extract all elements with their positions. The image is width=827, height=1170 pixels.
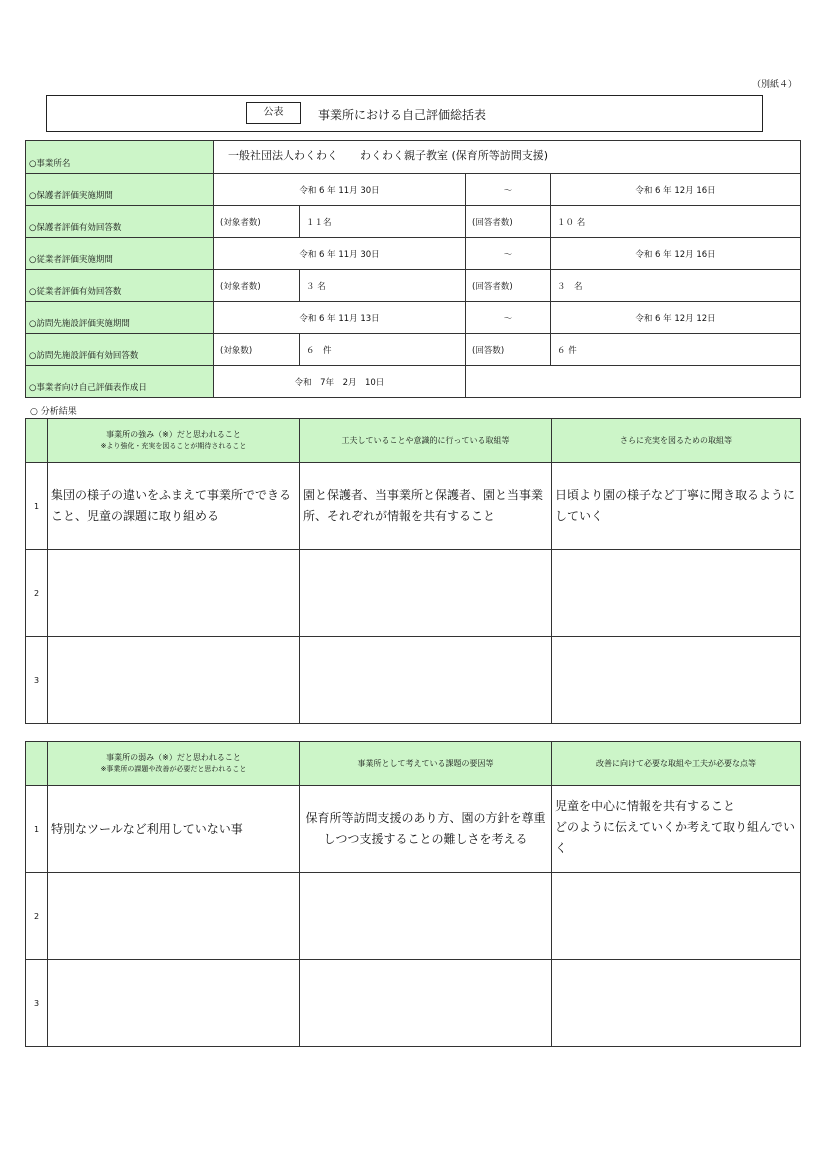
table-row (26, 463, 801, 550)
facility-answer-value: ６ 件 (551, 334, 801, 366)
weaknesses-col3-header: 改善に向けて必要な取組や工夫が必要な点等 (552, 742, 801, 786)
staff-answer-value: ３ 名 (551, 270, 801, 302)
created-blank (466, 366, 801, 398)
weaknesses-col1-title: 事業所の弱み（※）だと思われること (106, 753, 241, 763)
improvement-cell: 児童を中心に情報を共有すること どのように伝えていくか考えて取り組んでいく (552, 786, 801, 873)
row-number: 2 (26, 550, 48, 637)
table-row (26, 637, 801, 724)
row-number: 3 (26, 637, 48, 724)
weaknesses-col1-note: ※事業所の課題や改善が必要だと思われること (100, 765, 247, 774)
created-label: ○事業者向け自己評価表作成日 (26, 366, 214, 398)
weakness-cell: 特別なツールなど利用していない事 (48, 786, 300, 873)
strength-cell (48, 550, 300, 637)
strengths-col1-note: ※より強化・充実を図ることが期待されること (100, 442, 247, 451)
org-label: ○事業所名 (26, 141, 214, 174)
info-row-facility-period (26, 302, 801, 334)
strength-cell (48, 637, 300, 724)
facility-period-from: 令和 6 年 11月 13日 (214, 302, 466, 334)
page-title: 事業所における自己評価総括表 (318, 108, 487, 122)
info-row-staff-count (26, 270, 801, 302)
analysis-heading: ○ 分析結果 (30, 407, 77, 417)
staff-count-label: ○従業者評価有効回答数 (26, 270, 214, 302)
guardian-target-label: (対象者数) (214, 206, 300, 238)
enhancement-cell: 日頃より園の様子など丁寧に聞き取るようにしていく (552, 463, 801, 550)
staff-period-label: ○従業者評価実施期間 (26, 238, 214, 270)
header-blank (26, 742, 48, 786)
facility-answer-label: (回答数) (466, 334, 551, 366)
info-row-facility-count (26, 334, 801, 366)
guardian-period-sep: ～ (466, 174, 551, 206)
staff-period-sep: ～ (466, 238, 551, 270)
staff-target-label: (対象者数) (214, 270, 300, 302)
effort-cell: 園と保護者、当事業所と保護者、園と当事業所、それぞれが情報を共有すること (300, 463, 552, 550)
guardian-period-label: ○保護者評価実施期間 (26, 174, 214, 206)
staff-period-from: 令和 6 年 11月 30日 (214, 238, 466, 270)
weaknesses-col2-header: 事業所として考えている課題の要因等 (300, 742, 552, 786)
weaknesses-table (25, 741, 801, 1047)
guardian-answer-value: １０ 名 (551, 206, 801, 238)
cause-cell: 保育所等訪問支援のあり方、園の方針を尊重しつつ支援することの難しさを考える (300, 786, 552, 873)
table-row (26, 550, 801, 637)
guardian-period-from: 令和 6 年 11月 30日 (214, 174, 466, 206)
facility-period-to: 令和 6 年 12月 12日 (551, 302, 801, 334)
weakness-cell (48, 873, 300, 960)
guardian-answer-label: (回答者数) (466, 206, 551, 238)
org-value: 一般社団法人わくわく わくわく親子教室 (保育所等訪問支援) (214, 141, 801, 174)
strengths-col3-header: さらに充実を図るための取組等 (552, 419, 801, 463)
row-number: 2 (26, 873, 48, 960)
facility-target-value: ６ 件 (300, 334, 466, 366)
cause-cell (300, 960, 552, 1047)
row-number: 3 (26, 960, 48, 1047)
annex-label: （別紙４） (752, 80, 798, 90)
weaknesses-header-row (26, 742, 801, 786)
enhancement-cell (552, 637, 801, 724)
cause-cell (300, 873, 552, 960)
facility-period-sep: ～ (466, 302, 551, 334)
info-row-staff-period (26, 238, 801, 270)
strengths-header-row (26, 419, 801, 463)
table-row (26, 960, 801, 1047)
effort-cell (300, 550, 552, 637)
strengths-col1-header (48, 419, 300, 463)
facility-period-label: ○訪問先施設評価実施期間 (26, 302, 214, 334)
guardian-count-label: ○保護者評価有効回答数 (26, 206, 214, 238)
staff-answer-label: (回答者数) (466, 270, 551, 302)
facility-count-label: ○訪問先施設評価有効回答数 (26, 334, 214, 366)
info-row-guardian-period (26, 174, 801, 206)
strengths-col1-title: 事業所の強み（※）だと思われること (106, 430, 241, 440)
table-row (26, 786, 801, 873)
effort-cell (300, 637, 552, 724)
row-number: 1 (26, 463, 48, 550)
staff-target-value: ３ 名 (300, 270, 466, 302)
public-tag: 公表 (246, 102, 301, 124)
weaknesses-col1-header (48, 742, 300, 786)
strength-cell: 集団の様子の違いをふまえて事業所でできること、児童の課題に取り組める (48, 463, 300, 550)
facility-target-label: (対象数) (214, 334, 300, 366)
table-row (26, 873, 801, 960)
staff-period-to: 令和 6 年 12月 16日 (551, 238, 801, 270)
strengths-table (25, 418, 801, 724)
created-value: 令和 7年 2月 10日 (214, 366, 466, 398)
guardian-period-to: 令和 6 年 12月 16日 (551, 174, 801, 206)
header-blank (26, 419, 48, 463)
row-number: 1 (26, 786, 48, 873)
guardian-target-value: １１名 (300, 206, 466, 238)
enhancement-cell (552, 550, 801, 637)
improvement-cell (552, 873, 801, 960)
improvement-cell (552, 960, 801, 1047)
info-row-created (26, 366, 801, 398)
info-table (25, 140, 801, 398)
info-row-guardian-count (26, 206, 801, 238)
info-row-org (26, 141, 801, 174)
strengths-col2-header: 工夫していることや意識的に行っている取組等 (300, 419, 552, 463)
weakness-cell (48, 960, 300, 1047)
